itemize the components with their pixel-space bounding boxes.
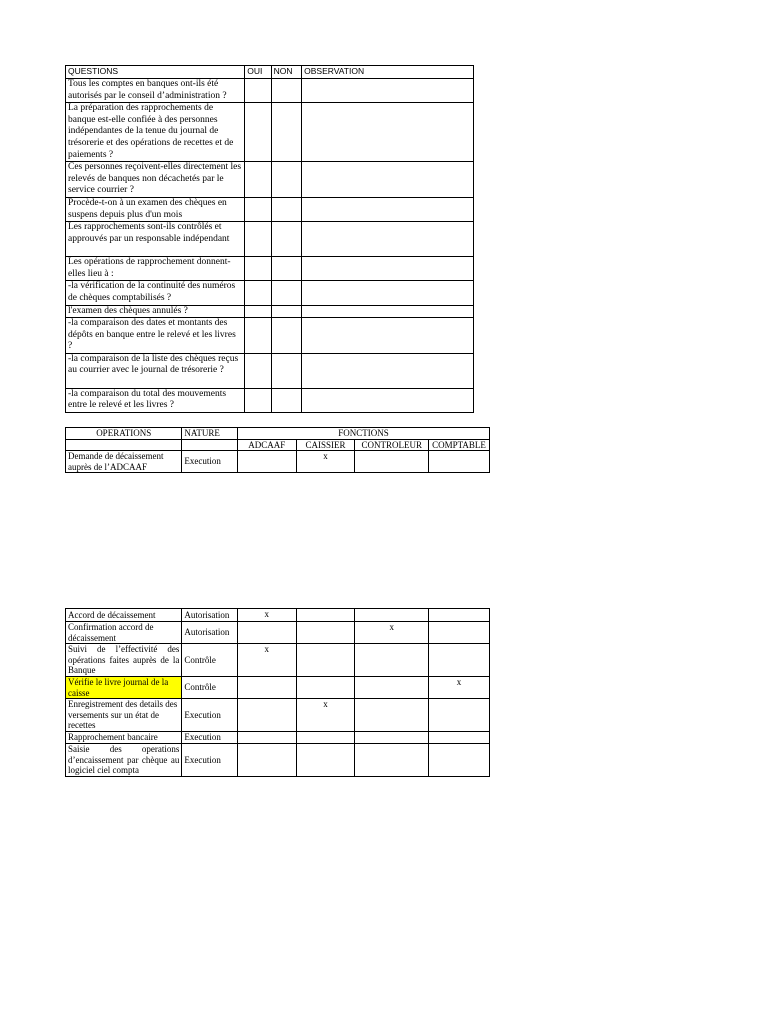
table-row [66,197,474,221]
observation-cell[interactable] [302,162,474,198]
non-cell[interactable] [271,222,302,257]
adcaaf-cell: x [237,609,296,622]
observation-cell[interactable] [302,388,474,412]
table-row [66,318,474,354]
nature-cell: Execution [182,699,238,732]
question-cell: La préparation des rapprochements de banque est-elle confiée à des personnes indépendantes de la tenue du journal de trésorerie et des opérations de recettes et de paiements ? [66,103,245,162]
header-adcaaf: ADCAAF [237,439,296,451]
caissier-cell [296,609,355,622]
nature-cell: Contrôle [182,644,238,677]
adcaaf-cell [237,699,296,732]
controleur-cell [355,732,429,744]
oui-cell[interactable] [245,79,271,103]
operation-cell: Demande de décaissement auprès de l’ADCAAF [66,451,182,473]
caissier-cell [296,677,355,699]
adcaaf-cell [237,732,296,744]
observation-cell[interactable] [302,197,474,221]
caissier-cell [296,744,355,777]
controleur-cell [355,609,429,622]
controleur-cell [355,744,429,777]
non-cell[interactable] [271,79,302,103]
nature-cell: Autorisation [182,609,238,622]
nature-cell: Execution [182,744,238,777]
non-cell[interactable] [271,103,302,162]
caissier-cell: x [296,451,355,473]
table-row [66,257,474,281]
table-row [66,622,490,644]
nature-cell: Execution [182,451,238,473]
observation-cell[interactable] [302,257,474,281]
question-cell: l'examen des chèques annulés ? [66,305,245,318]
comptable-cell [429,744,490,777]
table-row [66,677,490,699]
question-cell: Les opérations de rapprochement donnent-elles lieu à : [66,257,245,281]
table-row [66,644,490,677]
adcaaf-cell: x [237,644,296,677]
controleur-cell [355,644,429,677]
comptable-cell [429,451,490,473]
question-cell: Procède-t-on à un examen des chèques en suspens depuis plus d'un mois [66,197,245,221]
table-row [66,79,474,103]
non-cell[interactable] [271,353,302,388]
controleur-cell [355,699,429,732]
table-row [66,103,474,162]
oui-cell[interactable] [245,257,271,281]
oui-cell[interactable] [245,197,271,221]
header-controleur: CONTROLEUR [355,439,429,451]
question-cell: -la comparaison du total des mouvements entre le relevé et les livres ? [66,388,245,412]
adcaaf-cell [237,622,296,644]
operation-cell: Suivi de l’effectivité des opérations faites auprès de la Banque [66,644,182,677]
header-comptable: COMPTABLE [429,439,490,451]
non-cell[interactable] [271,162,302,198]
table-row [66,451,490,473]
oui-cell[interactable] [245,162,271,198]
non-cell[interactable] [271,257,302,281]
header-operations: OPERATIONS [66,428,182,440]
functions-table-header [65,427,490,473]
header-fonctions: FONCTIONS [237,428,489,440]
table-row [66,732,490,744]
table-row [66,305,474,318]
operation-cell: Rapprochement bancaire [66,732,182,744]
non-cell[interactable] [271,305,302,318]
questionnaire-header-row [66,66,474,79]
observation-cell[interactable] [302,79,474,103]
nature-cell: Autorisation [182,622,238,644]
question-cell: -la comparaison des dates et montants des dépôts en banque entre le relevé et les livres ? [66,318,245,354]
caissier-cell [296,622,355,644]
non-cell[interactable] [271,281,302,305]
oui-cell[interactable] [245,103,271,162]
oui-cell[interactable] [245,222,271,257]
question-cell: Ces personnes reçoivent-elles directement les relevés de banques non décachetés par le service courrier ? [66,162,245,198]
comptable-cell [429,644,490,677]
functions-table-continued [65,608,490,777]
questionnaire-table [65,65,474,413]
table-row [66,353,474,388]
adcaaf-cell [237,677,296,699]
table-row [66,222,474,257]
header-questions: QUESTIONS [66,66,245,79]
controleur-cell [355,451,429,473]
oui-cell[interactable] [245,388,271,412]
question-cell: -la vérification de la continuité des numéros de chèques comptabilisés ? [66,281,245,305]
comptable-cell: x [429,677,490,699]
observation-cell[interactable] [302,305,474,318]
adcaaf-cell [237,744,296,777]
oui-cell[interactable] [245,281,271,305]
question-cell: Tous les comptes en banques ont-ils été autorisés par le conseil d’administration ? [66,79,245,103]
caissier-cell [296,644,355,677]
observation-cell[interactable] [302,353,474,388]
comptable-cell [429,609,490,622]
oui-cell[interactable] [245,353,271,388]
oui-cell[interactable] [245,305,271,318]
observation-cell[interactable] [302,103,474,162]
operation-cell: Saisie des operations d’encaissement par chèque au logiciel ciel compta [66,744,182,777]
operation-cell-highlighted: Vérifie le livre journal de la caisse [66,677,182,699]
observation-cell[interactable] [302,318,474,354]
caissier-cell [296,732,355,744]
comptable-cell [429,732,490,744]
observation-cell[interactable] [302,281,474,305]
non-cell[interactable] [271,388,302,412]
question-cell: -la comparaison de la liste des chèques reçus au courrier avec le journal de trésorerie ? [66,353,245,388]
header-nature: NATURE [182,428,238,440]
header-oui: OUI [245,66,271,79]
table-row [66,744,490,777]
table-row [66,388,474,412]
header-observation: OBSERVATION [302,66,474,79]
table-row [66,162,474,198]
header-caissier: CAISSIER [296,439,355,451]
operation-cell: Enregistrement des details des versements sur un état de recettes [66,699,182,732]
adcaaf-cell [237,451,296,473]
table-row [66,281,474,305]
comptable-cell [429,622,490,644]
nature-cell: Execution [182,732,238,744]
non-cell[interactable] [271,197,302,221]
table-row [66,699,490,732]
functions-header-row [66,428,490,440]
nature-cell: Contrôle [182,677,238,699]
controleur-cell [355,677,429,699]
operation-cell: Accord de décaissement [66,609,182,622]
functions-subheader-row [66,439,490,451]
controleur-cell: x [355,622,429,644]
question-cell: Les rapprochements sont-ils contrôlés et approuvés par un responsable indépendant [66,222,245,257]
operation-cell: Confirmation accord de décaissement [66,622,182,644]
comptable-cell [429,699,490,732]
header-non: NON [271,66,302,79]
observation-cell[interactable] [302,222,474,257]
caissier-cell: x [296,699,355,732]
non-cell[interactable] [271,318,302,354]
table-row [66,609,490,622]
oui-cell[interactable] [245,318,271,354]
